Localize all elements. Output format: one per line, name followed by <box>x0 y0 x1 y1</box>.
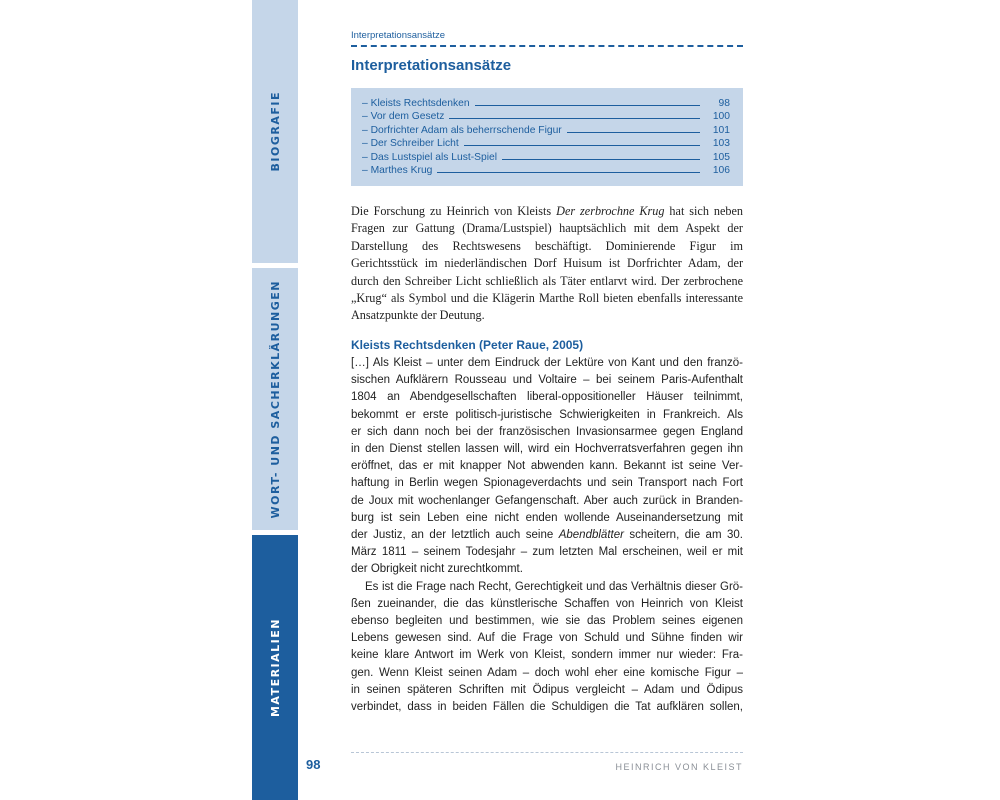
tab-biografie-label: BIOGRAFIE <box>268 91 282 172</box>
toc-item-label: – Kleists Rechtsdenken <box>362 98 470 109</box>
toc-item[interactable] <box>362 96 730 109</box>
text-line: ebenso begleiten und bestimmen, wie sie das Problem seines eigenen <box>351 615 743 628</box>
text-line: keine klare Antwort im Werk von Kleist, sondern immer nur wieder: Fra- <box>351 649 743 662</box>
toc-item[interactable] <box>362 150 730 163</box>
intro-text-start: Die Forschung zu Heinrich von Kleists <box>351 204 557 218</box>
intro-paragraph <box>351 203 743 325</box>
toc-item[interactable] <box>362 123 730 136</box>
text-line <box>351 527 743 544</box>
text-line: eröffnet, das er mit knapper Not abwenden kann. Bekannt ist seine Ver- <box>351 460 743 473</box>
text-line: gen. Wenn Kleist seinen Adam – doch wohl eher eine komische Figur – <box>351 666 743 679</box>
toc-item-label: – Vor dem Gesetz <box>362 111 445 123</box>
toc-leader <box>475 96 700 106</box>
toc-item-label: – Der Schreiber Licht <box>362 138 459 150</box>
toc-item-page: 106 <box>712 164 730 176</box>
toc-item-label: – Marthes Krug <box>362 164 433 176</box>
intro-text-rest: hat sich neben Fragen zur Gattung (Drama/Lustspiel) hauptsächlich mit dem Aspekt der Darstellung des Rechtswesens beschäftigt. Dominierende Figur im Gerichtsstück im niederländischen Dorf Huisum ist Dorfrichter Adam, der durch den Schreiber Licht schließlich als Täter entlarvt wird. Der zerbrochene „Krug“ als Symbol und die Klägerin Marthe Roll bieten ebenfalls interessante Ansatzpunkte der Deutung. <box>351 204 743 323</box>
page-number: 98 <box>306 757 321 772</box>
toc-leader <box>437 163 700 173</box>
work-title: Der zerbrochne Krug <box>556 204 665 218</box>
tab-materialien-label: MATERIALIEN <box>268 617 282 718</box>
text-line-end: scheitern, die am 30. <box>623 529 743 542</box>
toc-leader <box>502 150 700 160</box>
tab-wort-und-sacherklaerungen[interactable] <box>252 268 298 530</box>
text-line: 1804 an Abendgesellschaften liberal-oppositioneller Häuser teilnimmt, <box>351 391 743 404</box>
text-line: haftung in Berlin wegen Spionageverdachts und sein Transport nach Fort <box>351 477 743 490</box>
footer-divider <box>351 752 743 753</box>
toc-item[interactable] <box>362 163 730 176</box>
toc-leader <box>449 109 700 119</box>
text-line: er sich dann noch bei der französischen Invasionsarmee gegen England <box>351 425 743 438</box>
toc-item[interactable] <box>362 136 730 149</box>
periodical-title: Abendblätter <box>558 529 624 542</box>
text-line: sischen Aufklärern Rousseau und Voltaire – bei seinem Paris-Aufenthalt <box>351 374 743 387</box>
table-of-contents <box>351 88 743 186</box>
text-line: in den Dienst stellen lassen will, wird ein Hochverratsverfahren gegen ihn <box>351 443 743 456</box>
section-heading: Kleists Rechtsdenken (Peter Raue, 2005) <box>351 338 584 352</box>
toc-item-page: 100 <box>712 111 730 123</box>
book-title: HEINRICH VON KLEIST <box>615 762 743 772</box>
toc-item-page: 101 <box>712 124 730 136</box>
tab-wort-label: WORT- UND SACHERKLÄRUNGEN <box>268 279 282 519</box>
text-line: Lebens gewesen sind. Auf die Frage von Schuld und Sühne finden wir <box>351 632 743 645</box>
header-divider <box>351 45 743 47</box>
text-line: verbindet, dass in beiden Fällen die Schuldigen die Tat aufklären sollen, <box>351 701 743 714</box>
text-line-start: der Justiz, an der letztlich auch seine <box>351 529 559 542</box>
text-line: Es ist die Frage nach Recht, Gerechtigkeit und das Verhältnis dieser Grö- <box>365 580 743 593</box>
toc-item-page: 98 <box>718 98 730 109</box>
text-line: burg ist sein Leben eine nicht enden wollende Auseinandersetzung mit <box>351 511 743 524</box>
text-line: in seinen späteren Schriften mit Ödipus vergleicht – Adam und Ödipus <box>351 683 743 696</box>
quoted-article <box>351 355 743 716</box>
text-line: de Joux mit wochenlanger Gefangenschaft. Aber auch zurück in Branden- <box>351 494 743 507</box>
toc-item[interactable] <box>362 109 730 122</box>
text-line: der Obrigkeit nicht zurechtkommt. <box>351 563 523 576</box>
toc-item-page: 105 <box>712 151 730 163</box>
toc-leader <box>567 123 700 133</box>
section-sidebar <box>252 0 298 800</box>
text-line: bekommt er erste politisch-juristische Schwierigkeiten in Frankreich. Als <box>351 408 743 421</box>
text-line: März 1811 – seinem Todesjahr – zum letzten Mal erscheinen, weil er mit <box>351 546 743 559</box>
text-line: […] Als Kleist – unter dem Eindruck der Lektüre von Kant und den franzö- <box>351 357 743 369</box>
page-title: Interpretationsansätze <box>351 57 512 74</box>
toc-item-label: – Das Lustspiel als Lust-Spiel <box>362 151 498 163</box>
text-line: ßen zueinander, die das künstlerische Schaffen von Heinrich von Kleist <box>351 597 743 610</box>
toc-item-label: – Dorfrichter Adam als beherrschende Figur <box>362 124 562 136</box>
tab-biografie[interactable] <box>252 0 298 263</box>
tab-materialien[interactable] <box>252 535 298 800</box>
running-head: Interpretationsansätze <box>351 30 446 41</box>
toc-item-page: 103 <box>712 138 730 150</box>
toc-leader <box>464 136 700 146</box>
